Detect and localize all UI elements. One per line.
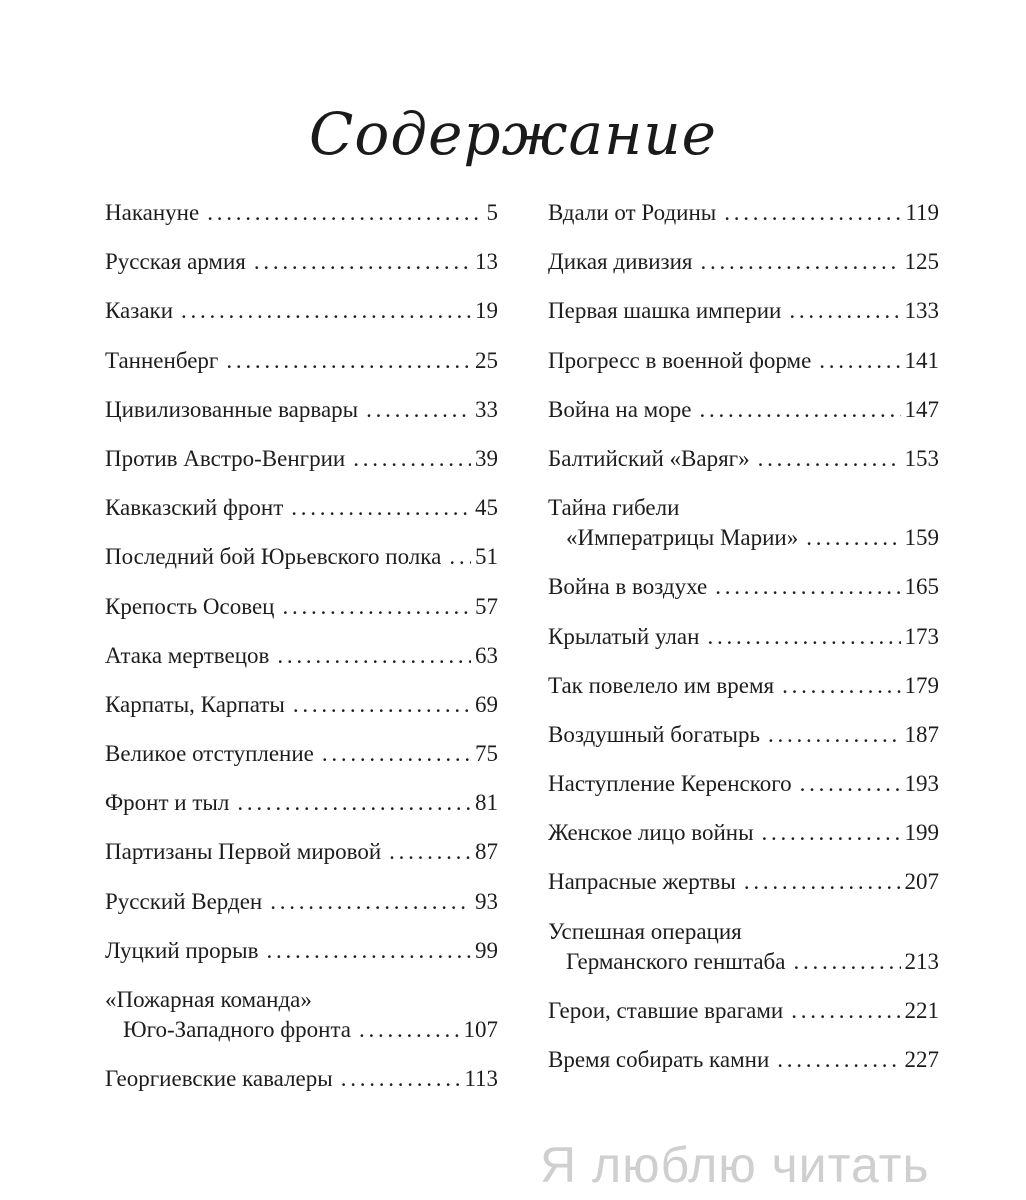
toc-left-column	[105, 198, 498, 1113]
toc-entry-page: 81	[475, 790, 498, 816]
toc-entry	[548, 867, 939, 897]
toc-entry-title: Дикая дивизия	[548, 249, 693, 275]
toc-entry-title: Атака мертвецов	[105, 642, 270, 668]
toc-entry-title-line2: Германского генштаба	[566, 948, 786, 974]
toc-entry	[105, 936, 498, 966]
toc-entry	[105, 592, 498, 622]
toc-entry-page: 19	[475, 298, 498, 324]
toc-entry	[105, 887, 498, 917]
toc-entry	[548, 493, 939, 553]
dot-leader	[322, 739, 471, 769]
toc-entry-page: 51	[475, 544, 498, 570]
dot-leader	[291, 493, 471, 523]
dot-leader	[707, 622, 900, 652]
toc-entry	[105, 198, 498, 228]
toc-entry-page: 207	[904, 869, 939, 895]
toc-entry-title-line2: Юго-Западного фронта	[123, 1017, 351, 1042]
toc-entry-page: 57	[475, 593, 498, 619]
toc-entry-title: Последний бой Юрьевского полка	[105, 544, 442, 570]
toc-entry-title: Танненберг	[105, 347, 219, 373]
toc-entry-page: 113	[464, 1066, 498, 1092]
toc-entry-page: 159	[904, 525, 939, 551]
dot-leader	[283, 592, 472, 622]
toc-entry-page: 25	[475, 347, 498, 373]
dot-leader	[701, 247, 901, 277]
toc-entry-page: 63	[475, 642, 498, 668]
toc-entry-title: Война в воздухе	[548, 574, 708, 600]
dot-leader	[715, 572, 900, 602]
toc-entry-page: 87	[475, 839, 498, 865]
toc-entry-page: 199	[904, 820, 939, 846]
toc-entry-page: 33	[475, 396, 498, 422]
toc-entry-title: Первая шашка империи	[548, 298, 782, 324]
toc-entry	[105, 788, 498, 818]
toc-entry	[105, 542, 498, 572]
toc-entry-title: Воздушный богатырь	[548, 721, 760, 747]
toc-right-column	[548, 198, 939, 1094]
dot-leader	[341, 1064, 461, 1094]
toc-entry-title: Крепость Осовец	[105, 593, 275, 619]
toc-entry-page: 221	[904, 997, 939, 1023]
toc-entry	[548, 572, 939, 602]
dot-leader	[806, 523, 900, 553]
dot-leader	[782, 671, 900, 701]
toc-entry-title: Цивилизованные варвары	[105, 396, 359, 422]
dot-leader	[254, 247, 471, 277]
toc-entry-title: Женское лицо войны	[548, 820, 754, 846]
toc-entry	[105, 739, 498, 769]
toc-entry-page: 147	[904, 396, 939, 422]
dot-leader	[359, 1015, 460, 1045]
toc-entry-page: 119	[905, 200, 939, 225]
toc-entry-title: Луцкий прорыв	[105, 937, 259, 963]
toc-entry-title: Крылатый улан	[548, 623, 700, 649]
toc-entry	[548, 247, 939, 277]
toc-entry	[105, 985, 498, 1045]
toc-entry	[105, 395, 498, 425]
toc-entry-title: Георгиевские кавалеры	[105, 1066, 333, 1092]
toc-entry-page: 133	[904, 298, 939, 324]
toc-entry-title: Русская армия	[105, 249, 246, 275]
page-title: Содержание	[309, 100, 717, 168]
watermark: Я люблю читать	[540, 1137, 930, 1193]
toc-entry	[105, 247, 498, 277]
dot-leader	[791, 996, 900, 1026]
dot-leader	[226, 346, 471, 376]
toc-entry-title: Русский Верден	[105, 888, 263, 914]
toc-entry-title: Партизаны Первой мировой	[105, 839, 382, 865]
dot-leader	[277, 641, 471, 671]
dot-leader	[237, 788, 471, 818]
toc-entry-page: 39	[475, 445, 498, 471]
dot-leader	[293, 690, 471, 720]
toc-entry-page: 227	[904, 1047, 939, 1072]
toc-entry	[548, 769, 939, 799]
toc-entry	[548, 346, 939, 376]
dot-leader	[270, 887, 471, 917]
toc-entry	[548, 1045, 939, 1075]
toc-entry-page: 187	[904, 721, 939, 747]
toc-entry-page: 75	[475, 741, 498, 767]
toc-entry	[548, 996, 939, 1026]
toc-entry	[548, 671, 939, 701]
toc-entry	[548, 198, 939, 228]
dot-leader	[789, 296, 900, 326]
toc-entry	[105, 837, 498, 867]
toc-entry-title-line1: Тайна гибели	[548, 495, 680, 521]
toc-entry-title: Накануне	[105, 200, 200, 225]
toc-entry-page: 193	[904, 771, 939, 797]
toc-entry-page: 45	[475, 495, 498, 521]
dot-leader	[267, 936, 472, 966]
toc-entry-page: 5	[486, 200, 498, 225]
toc-entry	[105, 296, 498, 326]
dot-leader	[724, 198, 901, 228]
toc-entry	[548, 296, 939, 326]
toc-entry-page: 69	[475, 691, 498, 717]
toc-entry	[105, 641, 498, 671]
toc-entry-page: 179	[904, 672, 939, 698]
toc-entry	[105, 493, 498, 523]
toc-entry-page: 107	[463, 1017, 498, 1042]
dot-leader	[366, 395, 471, 425]
toc-entry	[548, 444, 939, 474]
toc-entry-title: Наступление Керенского	[548, 771, 792, 797]
dot-leader	[207, 198, 482, 228]
toc-entry-title: Прогресс в военной форме	[548, 347, 812, 373]
dot-leader	[389, 837, 471, 867]
toc-entry	[548, 395, 939, 425]
toc-entry	[105, 444, 498, 474]
dot-leader	[758, 444, 901, 474]
dot-leader	[777, 1045, 900, 1075]
toc-entry-page: 213	[904, 948, 939, 974]
dot-leader	[819, 346, 900, 376]
toc-entry	[548, 622, 939, 652]
toc-entry-title: Против Австро-Венгрии	[105, 445, 346, 471]
toc-entry-title: Время собирать камни	[548, 1047, 770, 1072]
toc-entry-page: 173	[904, 623, 939, 649]
dot-leader	[793, 947, 900, 977]
toc-entry-page: 13	[475, 249, 498, 275]
toc-entry-page: 99	[475, 937, 498, 963]
toc-entry-title: Напрасные жертвы	[548, 869, 736, 895]
dot-leader	[353, 444, 471, 474]
toc-entry-page: 141	[904, 347, 939, 373]
toc-entry-page: 153	[904, 445, 939, 471]
toc-entry	[105, 690, 498, 720]
toc-entry-title-line2: «Императрицы Марии»	[566, 525, 799, 551]
toc-entry-title: Казаки	[105, 298, 174, 324]
toc-entry	[548, 917, 939, 977]
toc-entry-title: Фронт и тыл	[105, 790, 230, 816]
dot-leader	[800, 769, 901, 799]
toc-entry	[548, 720, 939, 750]
toc-entry-title: Кавказский фронт	[105, 495, 284, 521]
dot-leader	[699, 395, 900, 425]
toc-entry-title-line1: Успешная операция	[548, 918, 742, 944]
dot-leader	[762, 818, 901, 848]
toc-entry-title: Карпаты, Карпаты	[105, 691, 285, 717]
toc-entry-title-line1: «Пожарная команда»	[105, 987, 312, 1012]
toc-entry-title: Так повелело им время	[548, 672, 775, 698]
toc-entry-title: Герои, ставшие врагами	[548, 997, 784, 1023]
toc-entry-title: Великое отступление	[105, 741, 314, 767]
dot-leader	[768, 720, 901, 750]
toc-entry-title: Вдали от Родины	[548, 200, 717, 225]
toc-entry-page: 93	[475, 888, 498, 914]
toc-entry-title: Война на море	[548, 396, 692, 422]
toc-entry-title: Балтийский «Варяг»	[548, 445, 750, 471]
dot-leader	[449, 542, 471, 572]
toc-entry-page: 125	[904, 249, 939, 275]
toc-entry-page: 165	[904, 574, 939, 600]
toc-entry	[548, 818, 939, 848]
dot-leader	[181, 296, 471, 326]
dot-leader	[744, 867, 901, 897]
toc-entry	[105, 1064, 498, 1094]
toc-entry	[105, 346, 498, 376]
